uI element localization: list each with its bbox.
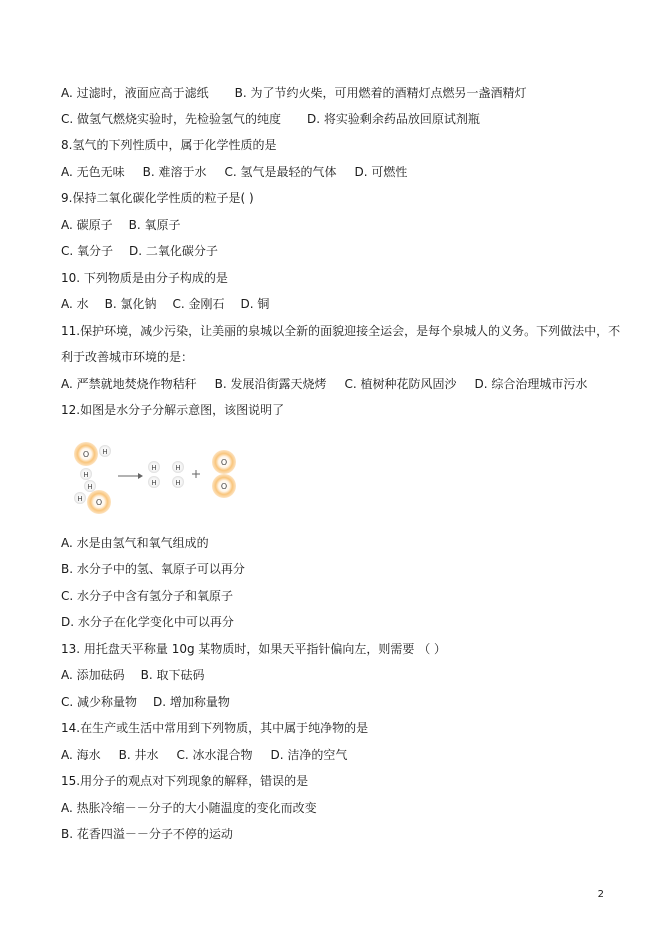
- q15-stem: 15.用分子的观点对下列现象的解释，错误的是: [61, 774, 309, 788]
- q11-option-d: D. 综合治理城市污水: [474, 377, 588, 391]
- q14-option-a: A. 海水: [61, 748, 101, 762]
- hydrogen-label: H: [83, 471, 89, 479]
- q8-options: [61, 163, 621, 181]
- q9-option-d: D. 二氧化碳分子: [129, 244, 218, 258]
- q9-option-c: C. 氧分子: [61, 244, 114, 258]
- q14-stem: 14.在生产或生活中常用到下列物质，其中属于纯净物的是: [61, 721, 369, 735]
- q13-options-row2: [61, 693, 621, 711]
- q9-stem: 9.保持二氧化碳化学性质的粒子是( ): [61, 191, 254, 205]
- q11-stem-line1: 11.保护环境，减少污染，让美丽的泉城以全新的面貌迎接全运会，是每个泉城人的义务。下列做法中，不: [61, 324, 621, 338]
- q13-option-a: A. 添加砝码: [61, 668, 125, 682]
- q9-options-row1: [61, 216, 621, 234]
- q11-option-c: C. 植树种花防风固沙: [344, 377, 457, 391]
- q12-stem: 12.如图是水分子分解示意图，该图说明了: [61, 403, 285, 417]
- q10-option-b: B. 氯化钠: [104, 297, 157, 311]
- q11-stem-line2: 利于改善城市环境的是：: [61, 350, 194, 364]
- q12-option-d: D. 水分子在化学变化中可以再分: [61, 615, 234, 629]
- q14-options: [61, 746, 621, 764]
- q15-option-a: A. 热胀冷缩－－分子的大小随温度的变化而改变: [61, 801, 317, 815]
- q10-option-a: A. 水: [61, 297, 89, 311]
- q15-option-b: B. 花香四溢－－分子不停的运动: [61, 827, 233, 841]
- q12-option-a: A. 水是由氢气和氧气组成的: [61, 536, 209, 550]
- hydrogen-label: H: [151, 479, 157, 487]
- q10-option-c: C. 金刚石: [172, 297, 225, 311]
- plus-icon: [192, 470, 200, 478]
- q13-options-row1: [61, 666, 621, 684]
- water-decomposition-diagram: [66, 436, 246, 526]
- q8-option-b: B. 难溶于水: [142, 165, 207, 179]
- q9-options-row2: [61, 242, 621, 260]
- q8-option-c: C. 氢气是最轻的气体: [224, 165, 337, 179]
- hydrogen-label: H: [151, 464, 157, 472]
- hydrogen-label: H: [77, 495, 83, 503]
- q12-option-b: B. 水分子中的氢、氧原子可以再分: [61, 562, 245, 576]
- q14-option-d: D. 洁净的空气: [270, 748, 348, 762]
- q8-stem: 8.氢气的下列性质中，属于化学性质的是: [61, 138, 277, 152]
- q10-option-d: D. 铜: [240, 297, 270, 311]
- q14-option-c: C. 冰水混合物: [176, 748, 253, 762]
- oxygen-label: O: [220, 458, 228, 467]
- q13-option-b: B. 取下砝码: [140, 668, 205, 682]
- q11-option-a: A. 严禁就地焚烧作物秸秆: [61, 377, 197, 391]
- q9-option-b: B. 氧原子: [128, 218, 181, 232]
- q7-option-d: D. 将实验剩余药品放回原试剂瓶: [307, 112, 480, 126]
- q10-options: [61, 295, 621, 313]
- q7-option-c: C. 做氢气燃烧实验时，先检验氢气的纯度: [61, 112, 282, 126]
- q11-options: [61, 375, 621, 393]
- q9-option-a: A. 碳原子: [61, 218, 113, 232]
- q8-option-d: D. 可燃性: [354, 165, 408, 179]
- q13-stem: 13. 用托盘天平称量 10g 某物质时，如果天平指针偏向左，则需要 （ ）: [61, 642, 447, 656]
- q12-option-c: C. 水分子中含有氢分子和氧原子: [61, 589, 234, 603]
- hydrogen-label: H: [102, 448, 108, 456]
- hydrogen-label: H: [87, 483, 93, 491]
- q7-options-row1: [61, 84, 621, 102]
- oxygen-label: O: [95, 498, 103, 507]
- q11-option-b: B. 发展沿街露天烧烤: [214, 377, 327, 391]
- q14-option-b: B. 井水: [118, 748, 159, 762]
- q13-option-c: C. 减少称量物: [61, 695, 138, 709]
- q7-option-a: A. 过滤时，液面应高于滤纸: [61, 86, 209, 100]
- q7-options-row2: [61, 110, 621, 128]
- hydrogen-label: H: [175, 464, 181, 472]
- q8-option-a: A. 无色无味: [61, 165, 125, 179]
- q7-option-b: B. 为了节约火柴，可用燃着的酒精灯点燃另一盏酒精灯: [234, 86, 527, 100]
- q13-option-d: D. 增加称量物: [153, 695, 230, 709]
- oxygen-label: O: [82, 450, 90, 459]
- q10-stem: 10. 下列物质是由分子构成的是: [61, 271, 228, 285]
- hydrogen-label: H: [175, 479, 181, 487]
- reaction-arrow-icon: [118, 473, 143, 479]
- page-number: 2: [597, 889, 604, 900]
- oxygen-label: O: [220, 482, 228, 491]
